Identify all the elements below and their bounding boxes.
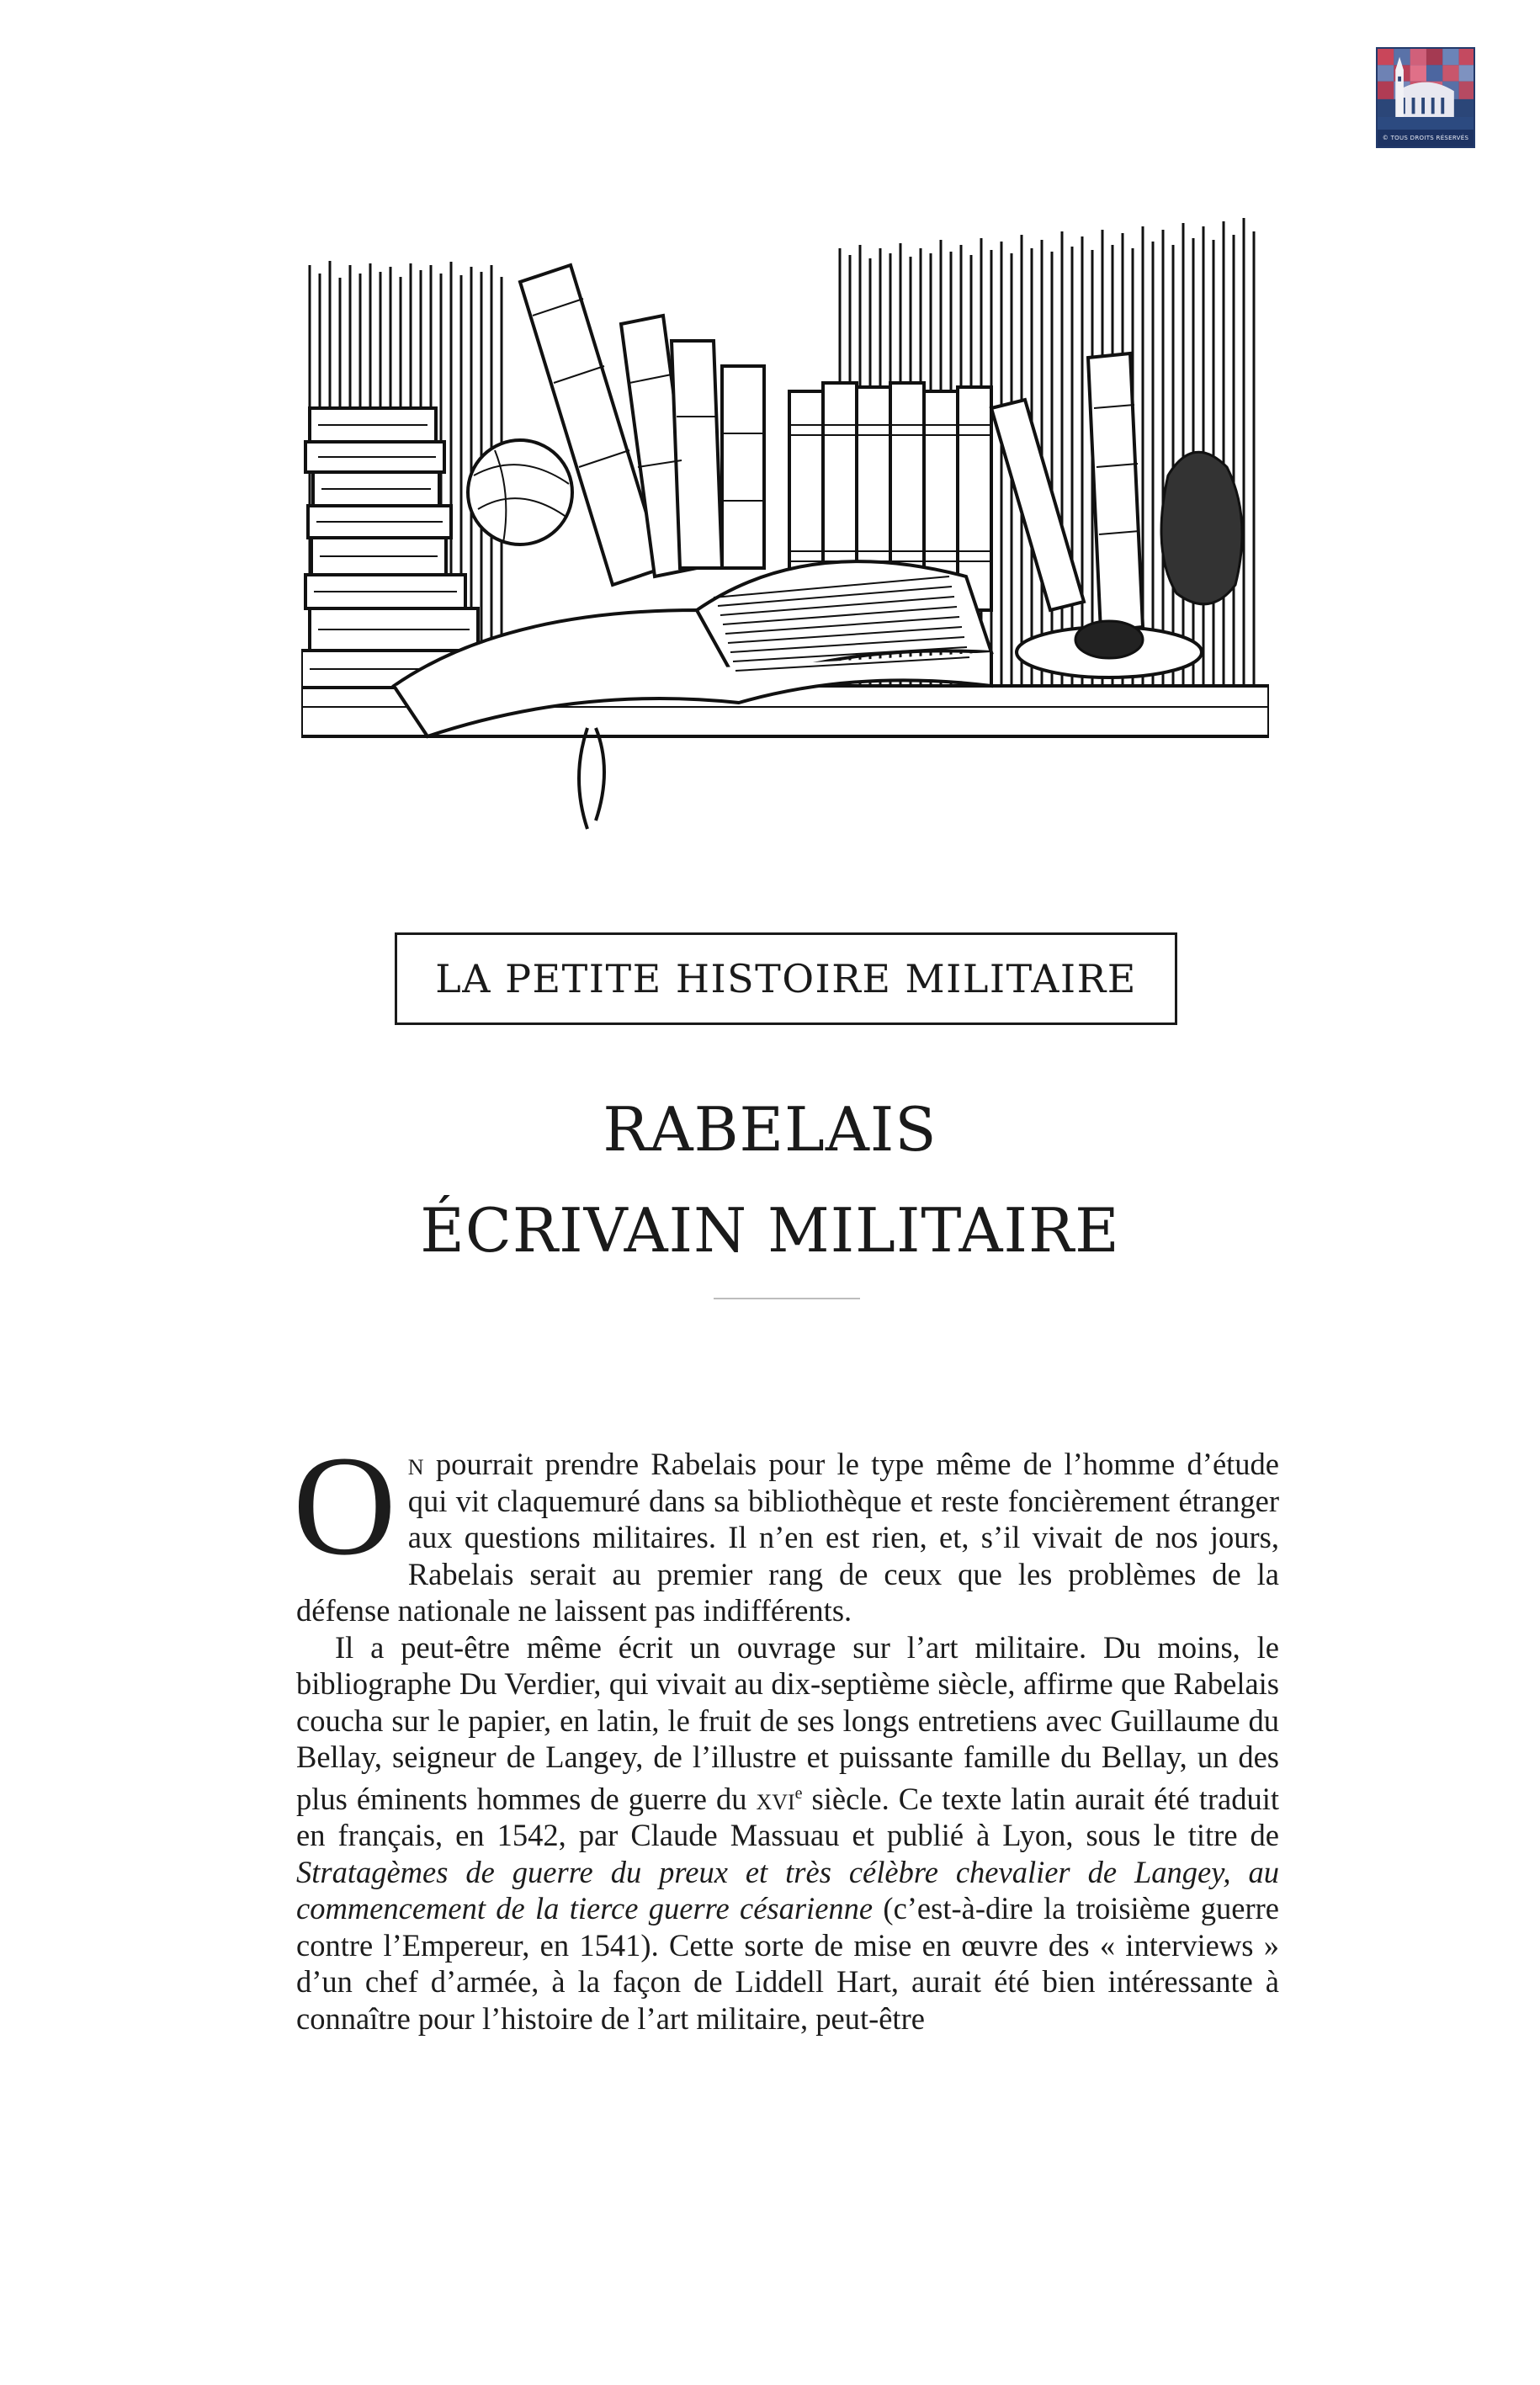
title-line-1: RABELAIS bbox=[603, 1094, 937, 1165]
century-superscript: e bbox=[794, 1783, 803, 1803]
paragraph-1-text: pourrait prendre Rabelais pour le type même de l’homme d’étude qui vit claquemuré dans sa bibliothèque et reste foncièrement étranger aux questions militaires. Il n’en est rien, et, s’il vivait de nos jours, Rabelais serait au premier rang de ceux que les problèmes de la défense nationale ne laissent pas indifférents. bbox=[296, 1447, 1279, 1628]
book-title: Stratagèmes de guerre du preux et très célèbre chevalier de Langey, au commencement de la tierce guerre césarienne bbox=[296, 1854, 1279, 1926]
logo-caption: © TOUS DROITS RÉSERVÉS bbox=[1378, 130, 1474, 146]
logo-icon bbox=[1376, 47, 1475, 148]
paragraph-1-first-letter: n bbox=[407, 1447, 424, 1481]
drop-cap: O bbox=[293, 1426, 396, 1585]
title-line-2: ÉCRIVAIN MILITAIRE bbox=[420, 1195, 1120, 1266]
paragraph-2-text-c: (c’est-à-dire la troisième guerre contre l’Empereur, en 1541). Cette sorte de mise en œuvre des « interviews » d’un chef d’armée, à la façon de Liddell Hart, aurait été bien intéressante à connaître pour l’histoire de l’art militaire, peut-être bbox=[296, 1891, 1279, 2036]
section-kicker-box bbox=[395, 932, 1177, 1025]
century-numeral: xvi bbox=[756, 1781, 795, 1816]
paragraph-2-text-a: Il a peut-être même écrit un ouvrage sur l’art militaire. Du moins, le bibliographe Du Verdier, qui vivait au dix-septième siècle, affirme que Rabelais coucha sur le papier, en latin, le fruit de ses longs entretiens avec Guillaume du Bellay, seigneur de Langey, de l’illustre et puissante famille du Bellay, un des plus éminents hommes de guerre du bbox=[296, 1629, 1279, 1816]
paragraph-2 bbox=[296, 1629, 1279, 2037]
section-kicker: LA PETITE HISTOIRE MILITAIRE bbox=[435, 956, 1137, 1001]
paragraph-2-text-b: siècle. Ce texte latin aurait été traduit en français, en 1542, par Claude Massuau et publié à Lyon, sous le titre de bbox=[296, 1781, 1279, 1853]
books-engraving-icon bbox=[301, 215, 1269, 837]
title-divider bbox=[714, 1298, 860, 1299]
article-body bbox=[293, 1426, 1279, 2037]
article-title bbox=[0, 1079, 1540, 1281]
paragraph-1 bbox=[293, 1426, 1279, 1629]
